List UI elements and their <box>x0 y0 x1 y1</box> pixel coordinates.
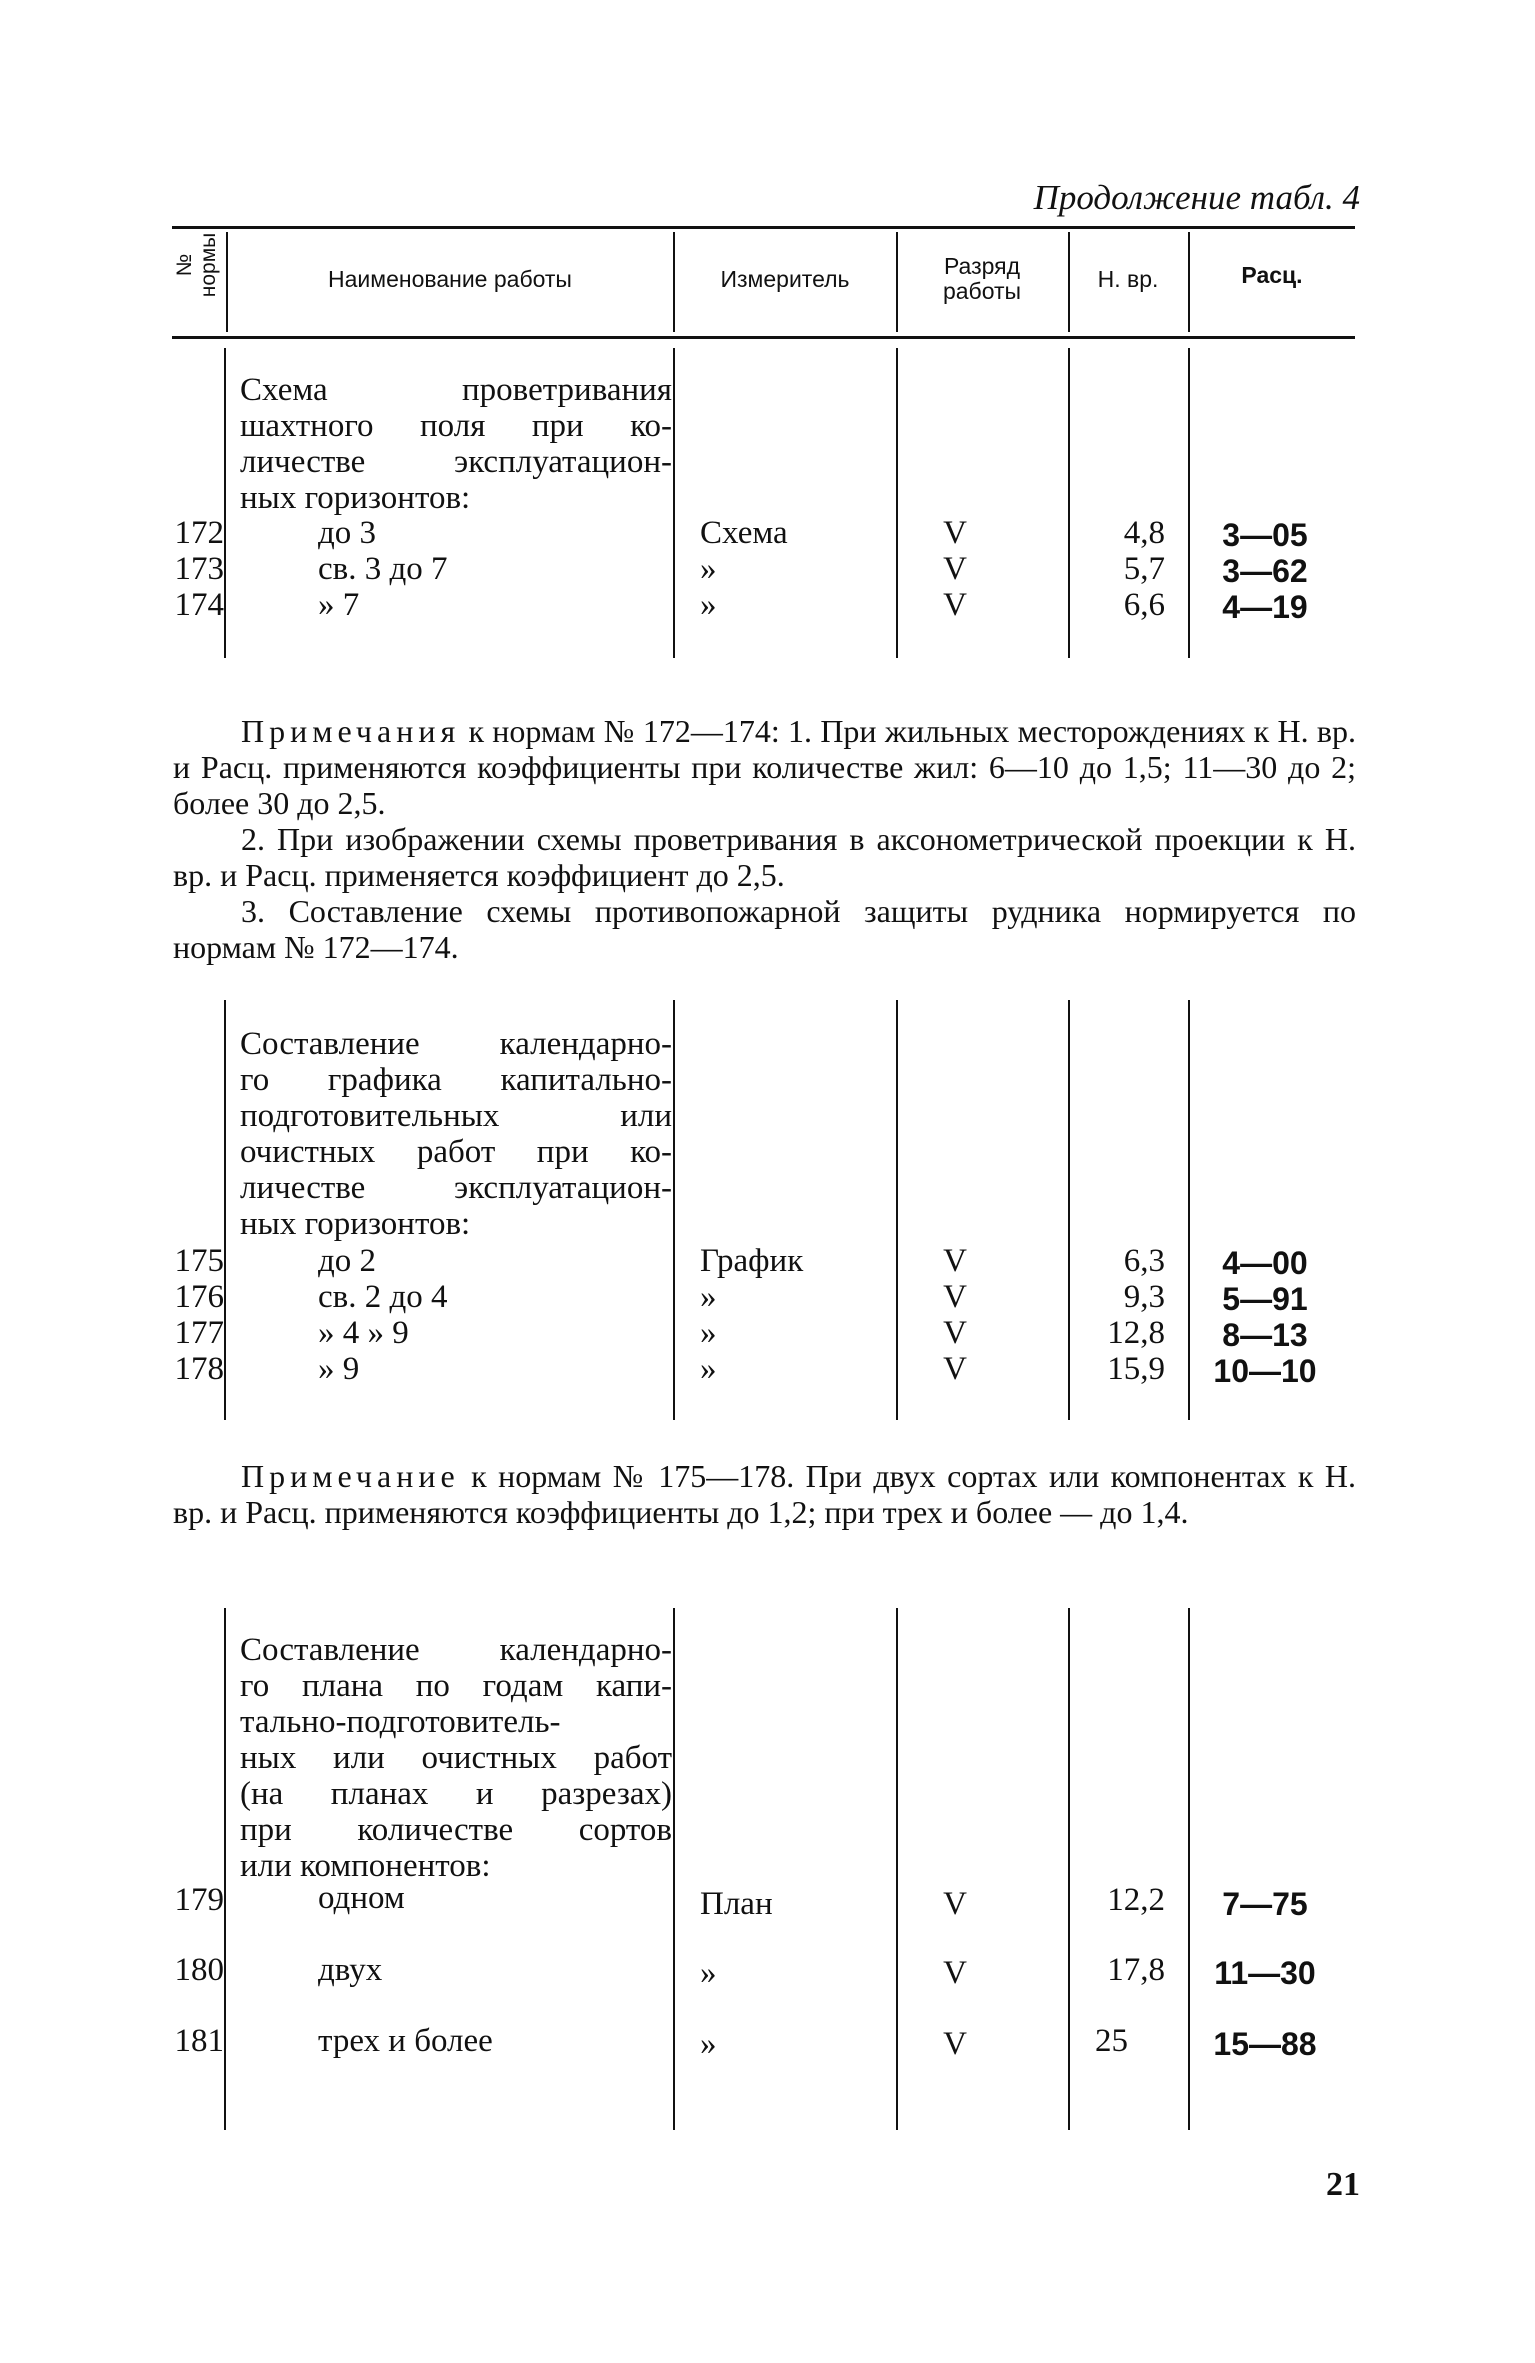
note-paragraph: 2. При изображении схемы проветривания в аксонометрической проекции к Н. вр. и Расц. применяется коэффициент до 2,5. <box>173 821 1356 893</box>
header-divider <box>1188 232 1190 332</box>
row-time: 12,8 <box>1107 1315 1165 1351</box>
row-label: трех и более <box>318 2023 493 2059</box>
header-work-name: Наименование работы <box>328 266 572 292</box>
column-rule <box>896 1608 898 2130</box>
description-line: (на планах и разрезах) <box>240 1776 672 1812</box>
norm-number: 174 <box>174 587 224 623</box>
note-text: к нормам № 172—174: 1. При жильных месторождениях к Н. вр. и Расц. применяются коэффициенты при количестве жил: 6—10 до 1,5; 11—30 до 2; более 30 до 2,5. <box>173 713 1356 821</box>
header-rate: Расц. <box>1241 262 1303 288</box>
row-label: до 3 <box>318 515 377 551</box>
column-rule <box>673 1608 675 2130</box>
note-text: к нормам № 175—178. При двух сортах или компонентах к Н. вр. и Расц. применяются коэффициенты до 1,2; при трех и более — до 1,4. <box>173 1458 1356 1530</box>
row-label: св. 2 до 4 <box>318 1279 448 1315</box>
row-rate: 7—75 <box>1222 1886 1308 1922</box>
row-rate: 4—00 <box>1222 1245 1308 1281</box>
row-unit: » <box>700 2026 717 2062</box>
norm-number: 178 <box>174 1351 224 1387</box>
row-label: до 2 <box>318 1243 377 1279</box>
description-line: Составление календарно- <box>240 1632 672 1668</box>
row-time: 17,8 <box>1107 1952 1165 1988</box>
row-grade: V <box>943 551 967 587</box>
header-grade-line2: работы <box>942 278 1022 304</box>
norm-number: 181 <box>174 2023 224 2059</box>
header-grade-line1: Разряд <box>943 253 1021 279</box>
row-rate: 5—91 <box>1222 1281 1308 1317</box>
row-unit: График <box>700 1243 804 1279</box>
norm-number: 176 <box>174 1279 224 1315</box>
row-time: 4,8 <box>1123 515 1165 551</box>
row-grade: V <box>943 1279 967 1315</box>
row-label: двух <box>318 1952 383 1988</box>
row-grade: V <box>943 515 967 551</box>
row-grade: V <box>943 587 967 623</box>
norm-number: 175 <box>174 1243 224 1279</box>
row-unit: » <box>700 1955 717 1991</box>
header-bottom-rule <box>172 336 1355 339</box>
description-line: Схема проветривания <box>240 372 672 408</box>
description-line: Составление календарно- <box>240 1026 672 1062</box>
row-rate: 15—88 <box>1213 2026 1317 2062</box>
row-label: св. 3 до 7 <box>318 551 448 587</box>
column-rule <box>1068 348 1070 658</box>
row-unit: » <box>700 587 717 623</box>
norm-number: 180 <box>174 1952 224 1988</box>
column-rule <box>673 1000 675 1420</box>
header-norm-time: Н. вр. <box>1097 266 1159 292</box>
work-description <box>240 1632 672 1884</box>
row-grade: V <box>943 1315 967 1351</box>
row-label: » 9 <box>318 1351 360 1387</box>
row-time: 6,3 <box>1123 1243 1165 1279</box>
norm-number: 177 <box>174 1315 224 1351</box>
norm-number: 172 <box>174 515 224 551</box>
norm-number: 179 <box>174 1882 224 1918</box>
description-line: личестве эксплуатацион- <box>240 1170 672 1206</box>
description-line: тально-подготовитель- <box>240 1704 561 1740</box>
page-number: 21 <box>1326 2166 1360 2203</box>
row-time: 12,2 <box>1107 1882 1165 1918</box>
column-rule <box>1188 1000 1190 1420</box>
note-lead: Примечания <box>241 713 461 749</box>
description-line: го плана по годам капи- <box>240 1668 672 1704</box>
row-unit: Схема <box>700 515 788 551</box>
column-rule <box>673 348 675 658</box>
description-line: шахтного поля при ко- <box>240 408 672 444</box>
row-unit: » <box>700 1315 717 1351</box>
row-time: 25 <box>1095 2023 1128 2059</box>
row-label: » 7 <box>318 587 360 623</box>
row-time: 6,6 <box>1123 587 1165 623</box>
work-description <box>240 1026 672 1242</box>
column-rule <box>896 1000 898 1420</box>
row-grade: V <box>943 1955 967 1991</box>
row-rate: 3—05 <box>1222 517 1308 553</box>
norm-number: 173 <box>174 551 224 587</box>
header-norm-number: № нормы <box>173 232 220 298</box>
row-grade: V <box>943 1886 967 1922</box>
column-rule <box>224 1608 226 2130</box>
note-paragraph <box>173 1458 1356 1530</box>
row-rate: 4—19 <box>1222 589 1308 625</box>
description-line: го графика капитально- <box>240 1062 672 1098</box>
row-time: 15,9 <box>1107 1351 1165 1387</box>
note-paragraph <box>173 713 1356 821</box>
description-line: очистных работ при ко- <box>240 1134 672 1170</box>
row-unit: » <box>700 1279 717 1315</box>
row-rate: 8—13 <box>1222 1317 1308 1353</box>
header-grade <box>900 254 1064 304</box>
description-line: или компонентов: <box>240 1848 491 1884</box>
row-unit: » <box>700 1351 717 1387</box>
row-time: 9,3 <box>1123 1279 1165 1315</box>
column-rule <box>896 348 898 658</box>
description-line: личестве эксплуатацион- <box>240 444 672 480</box>
column-rule <box>1068 1608 1070 2130</box>
row-rate: 3—62 <box>1222 553 1308 589</box>
row-grade: V <box>943 1243 967 1279</box>
note-paragraph: 3. Составление схемы противопожарной защиты рудника нормируется по нормам № 172—174. <box>173 893 1356 965</box>
row-rate: 11—30 <box>1214 1955 1316 1991</box>
column-rule <box>1068 1000 1070 1420</box>
header-divider <box>673 232 675 332</box>
row-unit: План <box>700 1886 773 1922</box>
row-label: » 4 » 9 <box>318 1315 409 1351</box>
header-top-rule <box>172 226 1355 229</box>
column-rule <box>224 348 226 658</box>
row-rate: 10—10 <box>1213 1353 1317 1389</box>
column-rule <box>1188 1608 1190 2130</box>
column-rule <box>1188 348 1190 658</box>
header-divider <box>896 232 898 332</box>
column-rule <box>224 1000 226 1420</box>
note-lead: Примечание <box>241 1458 460 1494</box>
row-grade: V <box>943 1351 967 1387</box>
description-line: ных горизонтов: <box>240 1206 471 1242</box>
description-line: ных или очистных работ <box>240 1740 672 1776</box>
header-divider <box>1068 232 1070 332</box>
row-label: одном <box>318 1880 405 1916</box>
work-description <box>240 372 672 516</box>
row-time: 5,7 <box>1123 551 1165 587</box>
description-line: ных горизонтов: <box>240 480 471 516</box>
row-unit: » <box>700 551 717 587</box>
row-grade: V <box>943 2026 967 2062</box>
description-line: при количестве сортов <box>240 1812 672 1848</box>
description-line: подготовительных или <box>240 1098 672 1134</box>
table-continuation-caption: Продолжение табл. 4 <box>1033 178 1360 217</box>
header-unit: Измеритель <box>720 266 850 292</box>
